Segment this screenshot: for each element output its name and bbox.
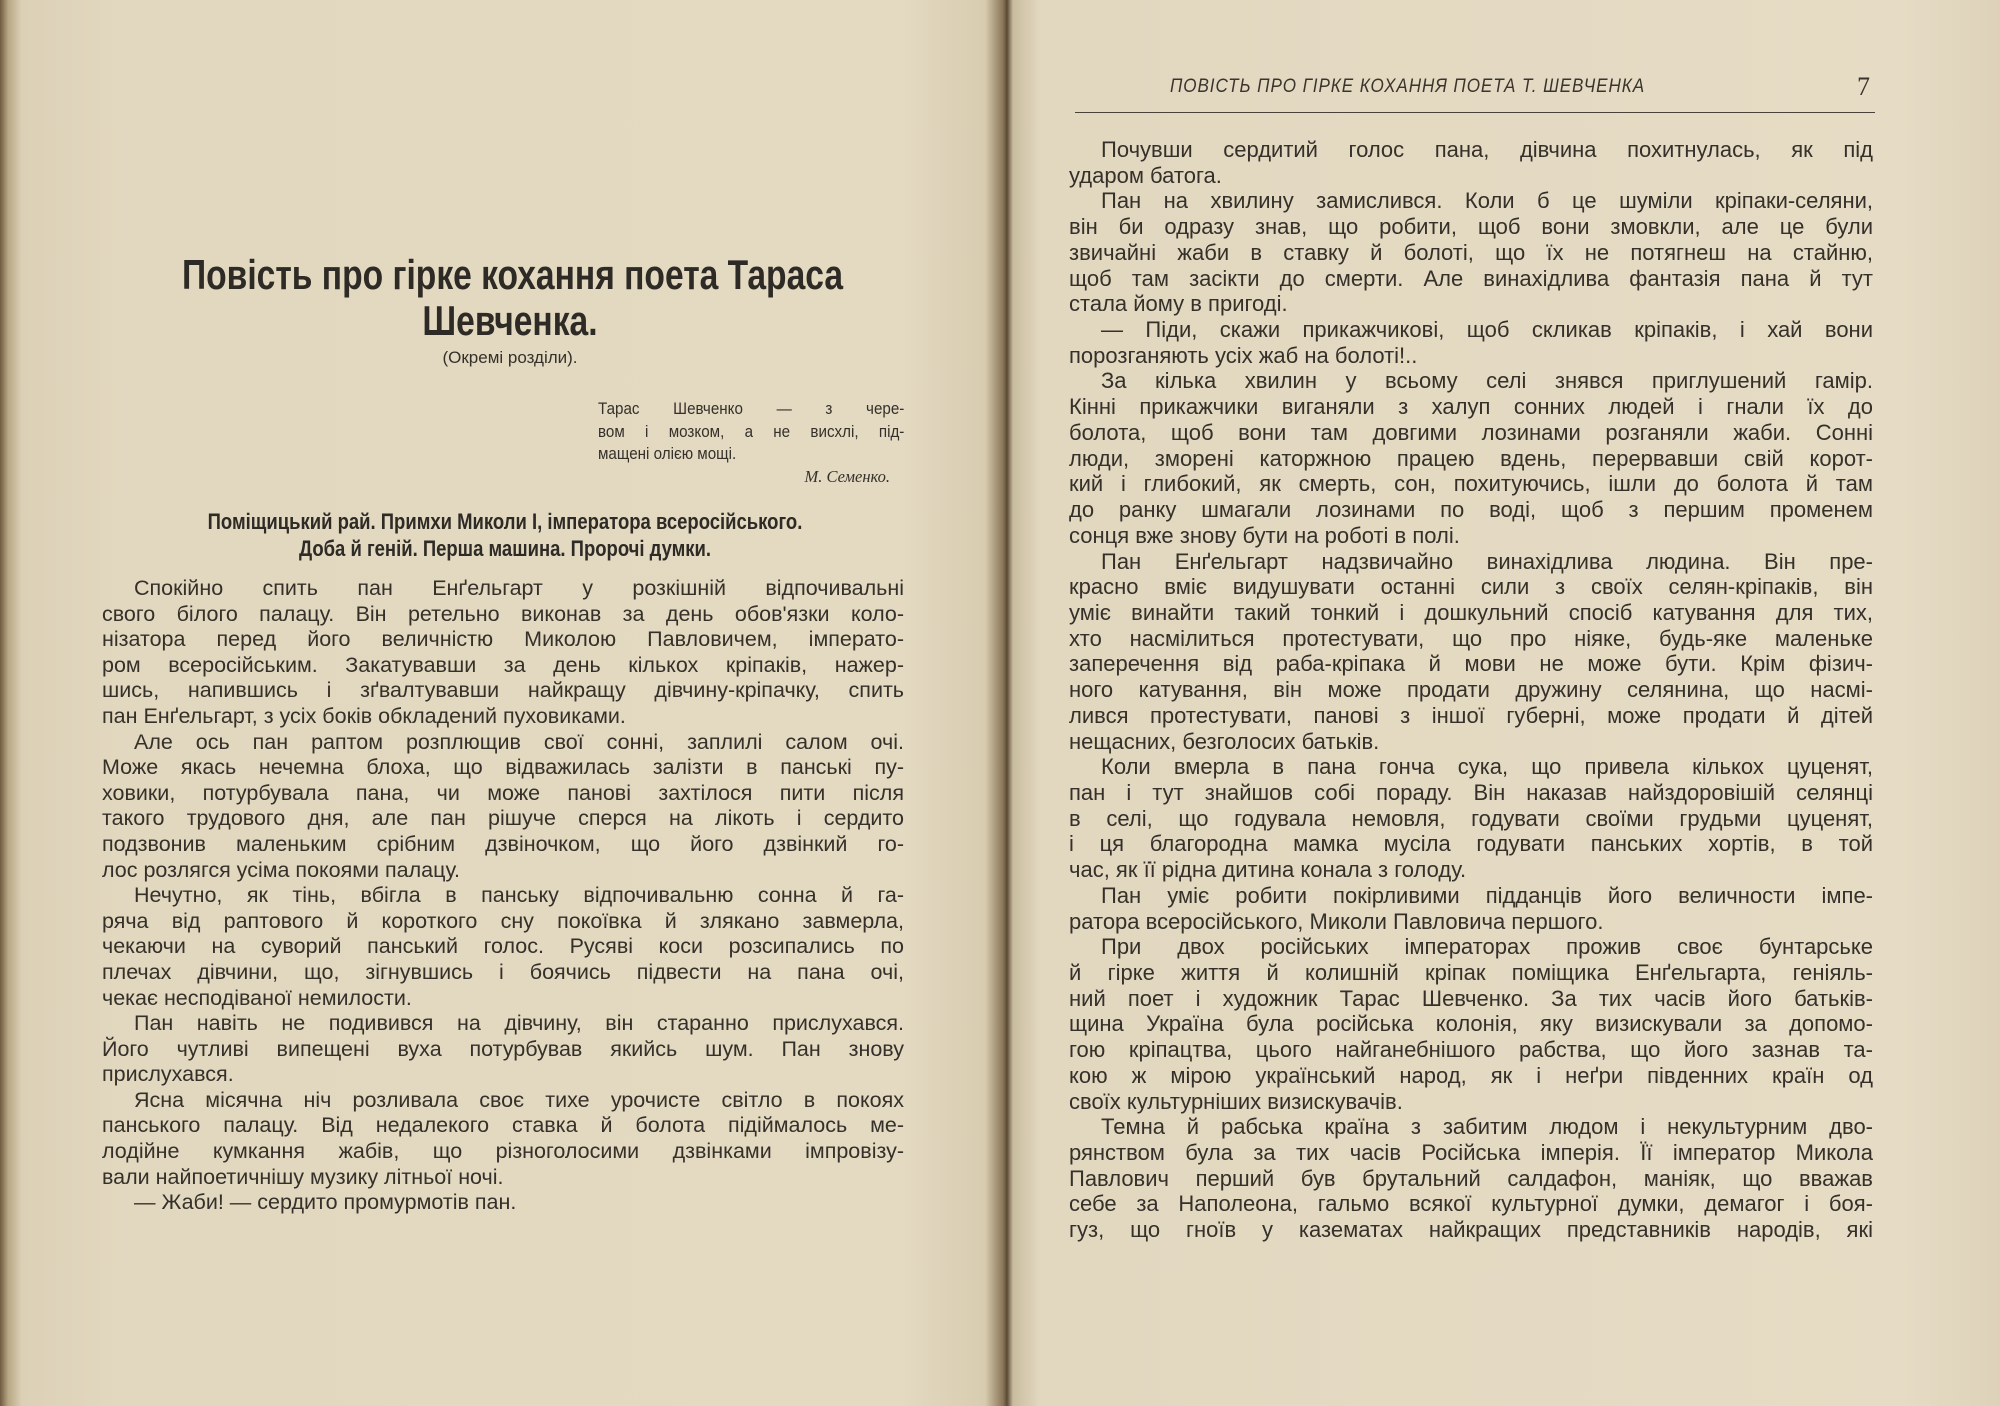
text-line: гуз, що гноїв у казематах найкращих представників народів, які (1069, 1217, 1873, 1243)
paragraph (1069, 754, 1873, 883)
paragraph (102, 1011, 904, 1088)
paragraph (102, 883, 904, 1011)
text-line: Пан навіть не подивився на дівчину, він старанно прислухався. (134, 1011, 904, 1036)
text-line: свого білого палацу. Він ретельно виконав за день обов'язки коло- (102, 601, 904, 626)
text-line: рянством була за тих часів Російська імперія. Її імператор Микола (1069, 1140, 1873, 1166)
text-line: час, як її рідна дитина конала з голоду. (1069, 857, 1467, 883)
text-line: Нечутно, як тінь, вбігла в панську відпочивальню сонна й га- (134, 883, 904, 908)
text-line: такого трудового дня, але пан рішуче сперся на лікоть і сердито (102, 806, 904, 831)
text-line: щоб там засікти до смерти. Але винахідлива фантазія пана й тут (1069, 265, 1873, 291)
story-title (100, 252, 920, 344)
text-line: Але ось пан раптом розплющив свої сонні, заплилі салом очі. (134, 729, 904, 754)
text-line: Пан на хвилину замислився. Коли б це шуміли кріпаки-селяни, (1101, 188, 1873, 214)
text-line: Темна й рабська країна з забитим людом і некультурним дво- (1101, 1114, 1873, 1140)
text-line: За кілька хвилин у всьому селі знявся приглушений гамір. (1101, 368, 1873, 394)
header-rule (1075, 112, 1875, 113)
text-line: Пан Енґельгарт надзвичайно винахідлива людина. Він пре- (1101, 548, 1873, 574)
paragraph (1069, 1114, 1873, 1243)
text-line: — Піди, скажи прикажчикові, щоб скликав кріпаків, і хай вони (1101, 317, 1873, 343)
page-number: 7 (1857, 72, 1870, 101)
subtitle: (Окремі розділи). (442, 348, 578, 367)
section-heading-line: Поміщицький рай. Примхи Миколи I, імператора всеросійського. (207, 509, 803, 534)
paragraph (1069, 137, 1873, 188)
text-line: вали найпоетичнішу музику літньої ночі. (102, 1164, 504, 1189)
text-line: плечах дівчини, що, зігнувшись і боячись підвести на пана очі, (102, 959, 904, 984)
text-line: пан і тут знайшов собі пораду. Він наказав найздоровішій селянці (1069, 779, 1873, 805)
text-line: в селі, що годувала немовля, годувати своїми грудьми цуценят, (1069, 805, 1873, 831)
text-line: ряча від раптового й короткого сну покоївка й злякано завмерла, (102, 908, 904, 933)
text-line: люди, зморені каторжною працею вдень, перервавши свій корот- (1069, 445, 1873, 471)
text-line: ного катування, він може продати дружину селянина, що насмі- (1069, 677, 1873, 703)
text-line: При двох російських імператорах прожив своє бунтарське (1101, 934, 1873, 960)
text-line: болота, щоб вони там довгими лозинами розганяли жаби. Сонні (1069, 419, 1873, 445)
section-heading (100, 508, 910, 562)
text-line: Його чутливі випещені вуха потурбував якийсь шум. Пан знову (102, 1036, 904, 1061)
text-line: Може якась нечемна блоха, що відважилась залізти в панські пу- (102, 755, 904, 780)
text-line: ударом батога. (1069, 162, 1222, 188)
text-line: уміє винайти такий тонкий і дошкульний спосіб катування для тих, (1069, 599, 1873, 625)
text-line: і ця благородна мамка мусіла годувати панських хортів, в той (1069, 831, 1873, 857)
text-line: порозганяють усіх жаб на болоті!.. (1069, 342, 1418, 368)
epigraph-line: вом і мозком, а не висхлі, під- (598, 422, 905, 441)
epigraph-line: Тарас Шевченко — з чере- (598, 400, 905, 418)
text-line: прислухався. (102, 1062, 234, 1087)
text-line: чекаючи на суворий панський голос. Русяві коси розсипались по (102, 934, 904, 959)
text-line: ховики, потурбувала пана, чи може панові захтілося пити після (102, 780, 904, 805)
text-line: нізатора перед його величністю Миколою Павловичем, імперато- (102, 627, 904, 652)
text-line: кою ж мірою український народ, як і неґри південних країн од (1069, 1062, 1873, 1088)
text-line: Спокійно спить пан Енґельгарт у розкішній відпочивальні (134, 576, 904, 600)
text-line: хто насмілиться протестувати, що про ніяке, будь-яке маленьке (1069, 625, 1873, 651)
text-line: ний поет і художник Тарас Шевченко. За тих часів його батьків- (1069, 985, 1873, 1011)
text-line: своїх культурніших визискувачів. (1069, 1088, 1403, 1114)
paragraph (1069, 368, 1873, 548)
left-page-body (102, 576, 904, 1216)
epigraph (598, 398, 904, 488)
text-line: Ясна місячна ніч розливала своє тихе урочисте світло в покоях (134, 1087, 904, 1112)
paragraph (1069, 549, 1873, 755)
text-line: ратора всеросійського, Миколи Павловича першого. (1069, 908, 1604, 934)
paragraph (1069, 934, 1873, 1114)
running-head: ПОВІСТЬ ПРО ГІРКЕ КОХАННЯ ПОЕТА Т. ШЕВЧЕНКА (1170, 76, 1646, 97)
title-line: Шевченка. (422, 297, 598, 344)
text-line: до ранку шмагали лозинами по воді, щоб з першим променем (1069, 497, 1873, 523)
paragraph (1069, 883, 1873, 934)
paragraph (1069, 188, 1873, 317)
paragraph (102, 730, 904, 884)
text-line: нещасних, безголосих батьків. (1069, 728, 1380, 754)
text-line: Пан уміє робити покірливими підданців його величности імпе- (1101, 882, 1873, 908)
paragraph (1069, 317, 1873, 368)
text-line: гою кріпацтва, цього найганебнішого рабства, що його зазнав та- (1069, 1037, 1873, 1063)
text-line: заперечення від раба-кріпака й мови не може бути. Крім фізич- (1069, 651, 1873, 677)
text-line: подзвонив маленьким срібним дзвіночком, що його дзвінкий го- (102, 831, 904, 856)
text-line: Коли вмерла в пана гонча сука, що привела кількох цуценят, (1101, 754, 1873, 780)
epigraph-author: М. Семенко. (804, 466, 890, 486)
text-line: — Жаби! — сердито промурмотів пан. (134, 1190, 517, 1215)
text-line: й гірке життя й колишній кріпак поміщика Енґельгарта, геніяль- (1069, 960, 1873, 985)
text-line: кий і глибокий, як смерть, сон, похитуючись, ішли до болота й там (1069, 471, 1873, 497)
text-line: пан Енґельгарт, з усіх боків обкладений пуховиками. (102, 703, 626, 728)
text-line: чекає несподіваної немилости. (102, 985, 412, 1010)
text-line: ром всеросійським. Закатувавши за день кількох кріпаків, нажер- (102, 652, 904, 677)
text-line: Павлович перший був брутальний салдафон, маніяк, що вважав (1069, 1165, 1873, 1191)
text-line: красно вміє видушувати останні сили з своїх селян-кріпаків, він (1069, 574, 1873, 600)
text-line: стала йому в пригоді. (1069, 291, 1288, 317)
text-line: Кінні прикажчики виганяли з халуп сонних людей і гнали їх до (1069, 394, 1873, 420)
paragraph (102, 1088, 904, 1190)
text-line: лився протестувати, панові з іншої губерні, може продати й дітей (1069, 702, 1873, 728)
text-line: себе за Наполеона, гальмо всякої культурної думки, демагог і боя- (1069, 1191, 1873, 1217)
text-line: щина Україна була російська колонія, яку визискували за допомо- (1069, 1011, 1873, 1037)
section-heading-line: Доба й геній. Перша машина. Пророчі думки. (298, 536, 712, 561)
text-line: сонця вже знову бути на роботі в полі. (1069, 522, 1460, 548)
text-line: звичайні жаби в ставку й болоті, що їх не потягнеш на стайню, (1069, 239, 1873, 265)
paragraph (102, 1190, 904, 1216)
text-line: шись, напившись і зґвалтувавши найкращу дівчину-кріпачку, спить (102, 678, 904, 703)
text-line: лос розлягся усіма покоями палацу. (102, 857, 461, 882)
text-line: Почувши сердитий голос пана, дівчина похитнулась, як під (1101, 137, 1873, 162)
text-line: він би одразу знав, що робити, щоб вони змовкли, але це були (1069, 214, 1873, 240)
right-page-body (1069, 137, 1873, 1243)
text-line: лодійне кумкання жабів, що різноголосими дзвінками імпровізу- (102, 1139, 904, 1164)
paragraph (102, 576, 904, 730)
epigraph-line: мащені олією мощі. (598, 445, 737, 463)
text-line: панського палацу. Від недалекого ставка й болота підіймалось ме- (102, 1113, 904, 1138)
title-line: Повість про гірке кохання поета Тараса (182, 251, 844, 298)
